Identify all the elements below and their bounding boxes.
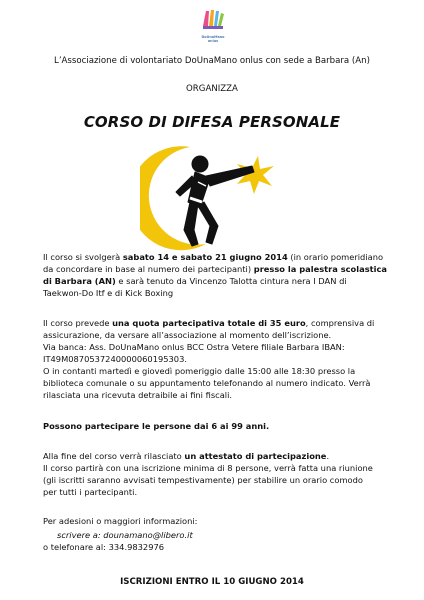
iban-line: IT49M0870537240000060195303. (43, 354, 188, 364)
participants-line: per tutti i partecipanti. (43, 487, 138, 497)
course-instructor-line: di Barbara (AN) e sarà tenuto da Vincenzo Talotta cintura nera I DAN di (43, 276, 347, 286)
course-discipline-line: Taekwon-Do Itf e di Kick Boxing (43, 288, 174, 298)
phone-line: o telefonare al: 334.9832976 (43, 542, 165, 552)
cash-line: O in contanti martedì e giovedì pomeriggio dalle 15:00 alle 18:30 presso la (43, 366, 356, 376)
info-line: Per adesioni o maggiori informazioni: (43, 516, 198, 526)
page-title: CORSO DI DIFESA PERSONALE (83, 113, 341, 131)
organizza-label: ORGANIZZA (186, 84, 238, 94)
fee-line: Il corso prevede una quota partecipativa totale di 35 euro, comprensiva di (43, 318, 375, 328)
library-line: biblioteca comunale o su appuntamento telefonando al numero indicato. Verrà (43, 378, 371, 388)
karate-kick-moon-illustration (140, 142, 288, 252)
course-dates-line: Il corso si svolgerà sabato 14 e sabato 21 giugno 2014 (in orario pomeridiano (43, 252, 384, 262)
certificate-line: Alla fine del corso verrà rilasciato un attestato di partecipazione. (43, 451, 330, 461)
course-location-line: da concordare in base al numero dei partecipanti) presso la palestra scolastica (43, 264, 387, 274)
association-line: L’Associazione di volontariato DoUnaMano onlus con sede a Barbara (An) (54, 56, 370, 66)
hands-logo-icon (200, 6, 226, 32)
age-line: Possono partecipare le persone dai 6 ai 99 anni. (43, 421, 270, 431)
fee-insurance-line: assicurazione, da versare all’associazione al momento dell’iscrizione. (43, 330, 332, 340)
bank-line: Via banca: Ass. DoUnaMano onlus BCC Ostra Vetere filiale Barbara IBAN: (43, 342, 345, 352)
meeting-line: (gli iscritti saranno avvisati tempestivamente) per stabilire un orario comodo (43, 475, 363, 485)
receipt-line: rilasciata una ricevuta detraibile ai fini fiscali. (43, 390, 233, 400)
logo-caption: DoUnaMano onlus (201, 35, 225, 43)
email-line: scrivere a: dounamano@libero.it (57, 530, 193, 540)
registration-deadline: ISCRIZIONI ENTRO IL 10 GIUGNO 2014 (120, 577, 304, 587)
minimum-line: Il corso partirà con una iscrizione minima di 8 persone, verrà fatta una riunione (43, 463, 373, 473)
